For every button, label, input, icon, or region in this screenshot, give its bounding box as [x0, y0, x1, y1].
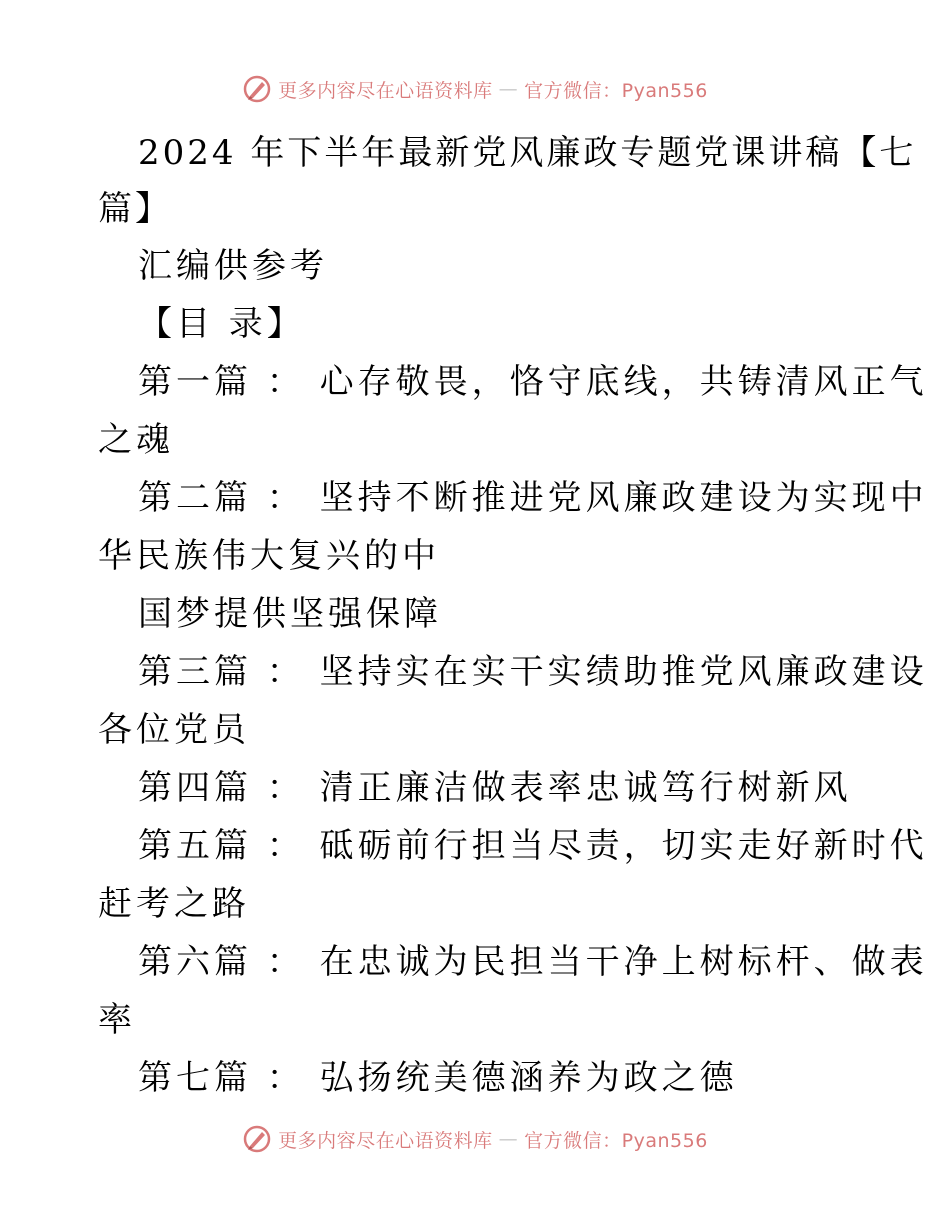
toc-heading: 【目 录】 — [138, 304, 305, 344]
toc-line: 赶考之路 — [98, 884, 250, 924]
pen-logo-icon — [242, 74, 272, 104]
toc-line: 第七篇 ： 弘扬统美德涵养为政之德 — [138, 1058, 738, 1098]
watermark-footer — [0, 1124, 950, 1154]
toc-line: 第二篇 ： 坚持不断推进党风廉政建设为实现中 — [138, 478, 928, 518]
toc-line: 率 — [98, 1000, 136, 1040]
toc-line: 国梦提供坚强保障 — [138, 594, 442, 634]
toc-line: 第六篇 ： 在忠诚为民担当干净上树标杆、做表 — [138, 942, 928, 982]
document-title-line2: 篇】 — [98, 189, 172, 229]
watermark-site-text: 更多内容尽在心语资料库 — [278, 79, 493, 102]
document-title-line1: 2024 年下半年最新党风廉政专题党课讲稿【七 — [138, 133, 917, 173]
toc-line: 华民族伟大复兴的中 — [98, 536, 440, 576]
toc-line: 第五篇 ： 砥砺前行担当尽责，切实走好新时代 — [138, 826, 928, 866]
document-subtitle: 汇编供参考 — [138, 246, 328, 286]
watermark-separator: — — [498, 1128, 519, 1150]
toc-line: 各位党员 — [98, 710, 250, 750]
toc-line: 第一篇 ： 心存敬畏，恪守底线，共铸清风正气 — [138, 362, 928, 402]
watermark-site-text: 更多内容尽在心语资料库 — [278, 1129, 493, 1152]
watermark-contact-text: 官方微信：Pyan556 — [524, 79, 708, 102]
toc-line: 第四篇 ： 清正廉洁做表率忠诚笃行树新风 — [138, 768, 852, 808]
watermark-contact-text: 官方微信：Pyan556 — [524, 1129, 708, 1152]
pen-logo-icon — [242, 1124, 272, 1154]
watermark-header — [0, 74, 950, 104]
toc-line: 第三篇 ： 坚持实在实干实绩助推党风廉政建设 — [138, 652, 928, 692]
toc-line: 之魂 — [98, 420, 174, 460]
watermark-separator: — — [498, 78, 519, 100]
document-body — [98, 125, 928, 1107]
